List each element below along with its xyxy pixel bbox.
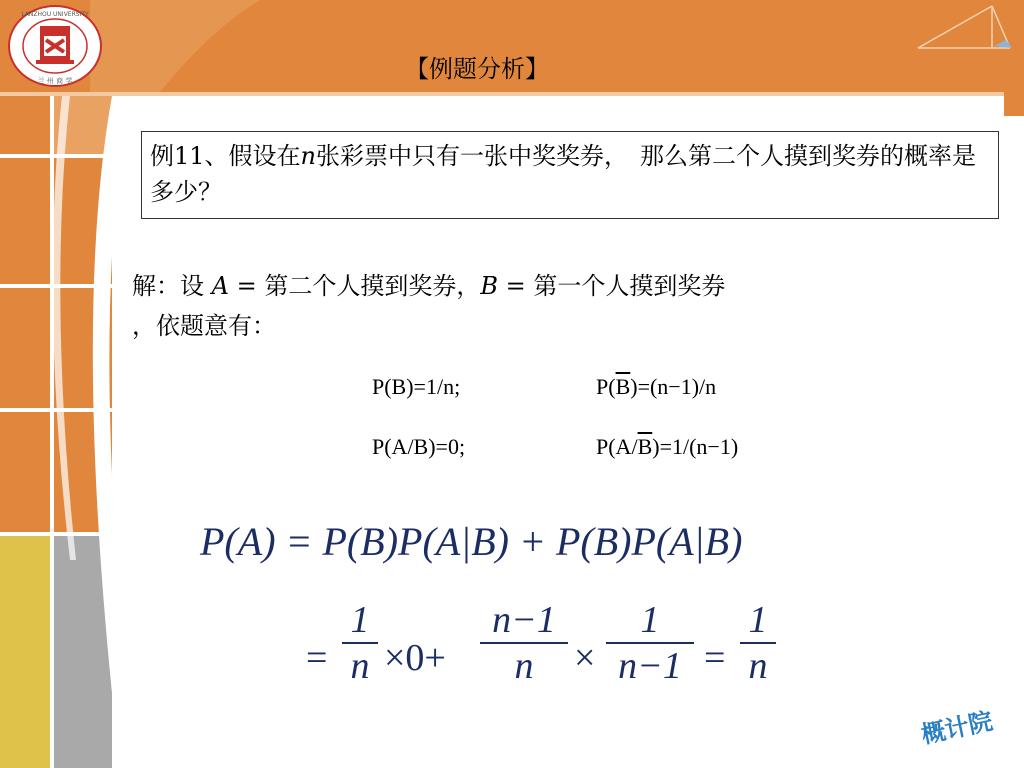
fraction-3-num: 1 — [640, 599, 660, 641]
university-logo — [6, 4, 104, 88]
formula-pab: P(A/B)=0; — [372, 434, 466, 459]
event-b: B — [480, 272, 498, 300]
formula-pbbar-pre: P( — [596, 374, 616, 399]
formula-pabbar-post: )=1/(n−1) — [652, 434, 739, 459]
formula-pb: P(B)=1/n; — [372, 374, 461, 399]
fraction-1-num: 1 — [350, 599, 370, 641]
problem-var-n: n — [300, 142, 317, 170]
formula-pbbar-post: )=(n−1)/n — [630, 374, 717, 399]
fraction-2 — [478, 598, 570, 688]
total-probability-formula: P(A) = P(B)P(A|B) + P(B)P(A|B) — [200, 519, 743, 564]
fraction-3-den: n−1 — [618, 645, 682, 687]
svg-text:LANZHOU UNIVERSITY: LANZHOU UNIVERSITY — [21, 11, 89, 18]
equals-sign-2: = — [704, 637, 726, 679]
problem-text-2: 张彩票中只有一张中奖奖券， 那么第二个人摸到奖券的概率是多少？ — [150, 142, 977, 206]
event-a-def: = 第二个人摸到奖券， — [228, 272, 481, 300]
stamp-text: 概计院 — [918, 706, 996, 750]
fraction-4-num: 1 — [748, 599, 768, 641]
event-a: A — [211, 272, 229, 300]
fraction-1-den: n — [350, 645, 370, 687]
svg-text:兰 州 商 学: 兰 州 商 学 — [37, 77, 73, 85]
fraction-1 — [340, 598, 380, 688]
formula-pbbar-b: $\overline{B}$ — [615, 374, 631, 399]
fraction-4-den: n — [748, 645, 768, 687]
formula-pabbar-b: $\overline{B}$ — [637, 434, 653, 459]
fraction-2-num: n−1 — [492, 599, 556, 641]
fraction-3 — [604, 598, 696, 688]
problem-statement — [141, 131, 999, 219]
event-b-def: = 第一个人摸到奖券 — [498, 272, 726, 300]
slide-title: 【例题分析】 — [405, 55, 549, 83]
fraction-2-den: n — [514, 645, 534, 687]
solution-line-2: ，依题意有： — [132, 312, 276, 340]
solution-text — [132, 266, 1002, 346]
solution-intro: 解：设 — [132, 272, 212, 300]
formula-pbbar — [596, 374, 716, 400]
formula-pabbar-pre: P(A/ — [596, 434, 638, 459]
times-zero-plus: ×0+ — [384, 637, 446, 679]
times-sign: × — [574, 637, 596, 679]
equals-sign-1: = — [306, 637, 328, 679]
problem-text-1: 例11、假设在 — [150, 142, 301, 170]
formula-pabbar — [596, 434, 738, 460]
department-stamp — [918, 704, 996, 750]
fraction-4 — [738, 598, 778, 688]
